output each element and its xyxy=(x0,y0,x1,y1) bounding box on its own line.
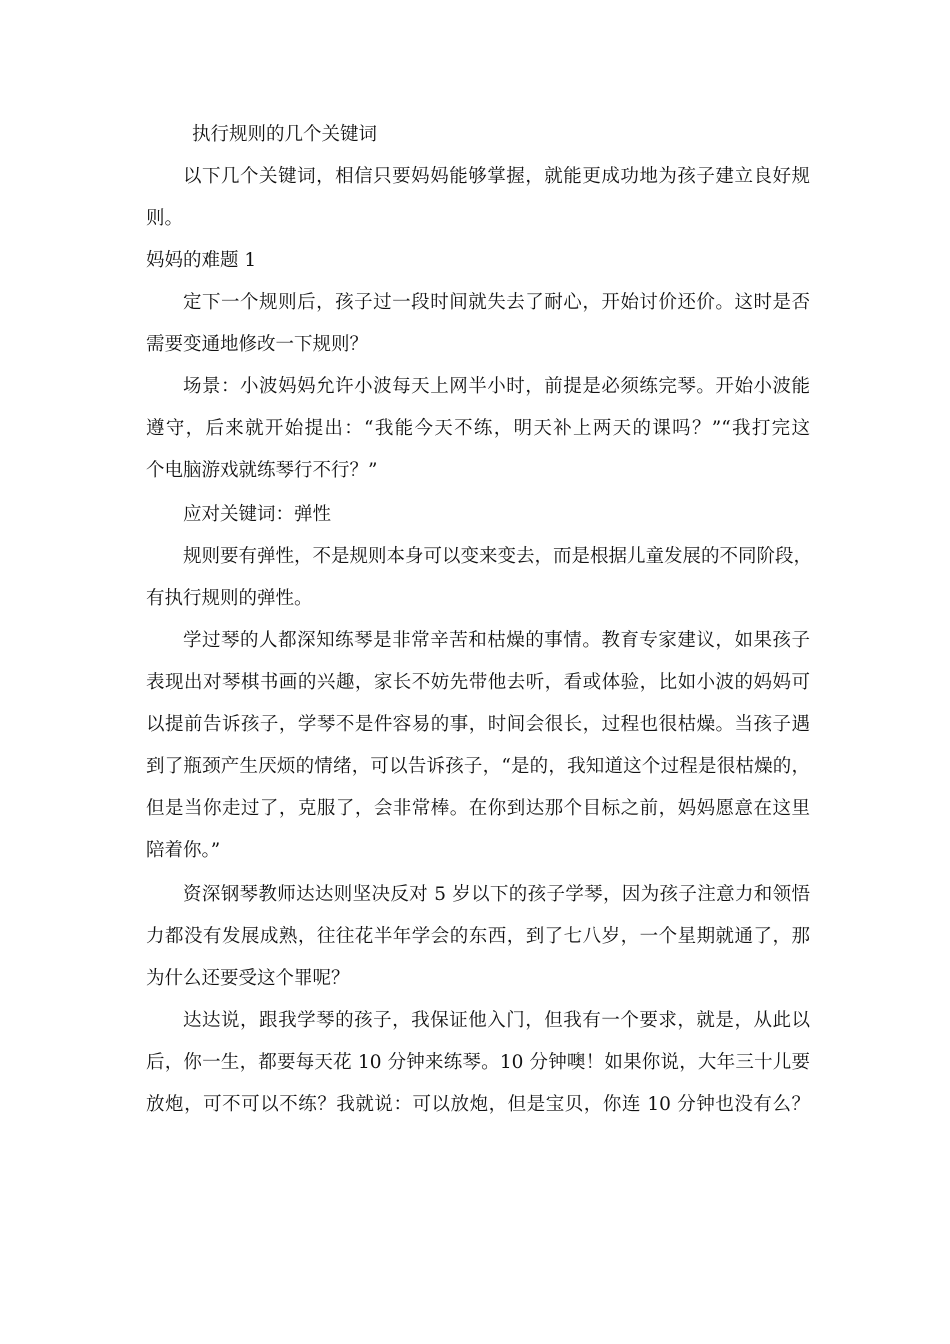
paragraph-line: 定下一个规则后，孩子过一段时间就失去了耐心，开始讨价还价。这时是否 xyxy=(183,292,810,313)
keyword-heading: 应对关键词：弹性 xyxy=(183,504,332,525)
paragraph-line: 需要变通地修改一下规则？ xyxy=(146,334,369,355)
paragraph-line: 为什么还要受这个罪呢？ xyxy=(146,968,350,989)
paragraph-line: 规则要有弹性，不是规则本身可以变来变去，而是根据儿童发展的不同阶段， xyxy=(183,546,813,567)
section-heading: 妈妈的难题 1 xyxy=(146,250,257,271)
paragraph-line: 放炮，可不可以不练？我就说：可以放炮，但是宝贝，你连 10 分钟也没有么？ xyxy=(146,1094,810,1115)
paragraph-line: 力都没有发展成熟，往往花半年学会的东西，到了七八岁，一个星期就通了，那 xyxy=(146,926,810,947)
paragraph-line: 则。 xyxy=(146,208,184,229)
paragraph-line: 个电脑游戏就练琴行不行？” xyxy=(146,460,378,481)
paragraph-line: 资深钢琴教师达达则坚决反对 5 岁以下的孩子学琴，因为孩子注意力和领悟 xyxy=(183,884,810,905)
paragraph-line: 表现出对琴棋书画的兴趣，家长不妨先带他去听，看或体验，比如小波的妈妈可 xyxy=(146,672,810,693)
paragraph-line: 陪着你。” xyxy=(146,840,221,861)
paragraph-line: 学过琴的人都深知练琴是非常辛苦和枯燥的事情。教育专家建议，如果孩子 xyxy=(183,630,810,651)
paragraph-line: 以下几个关键词，相信只要妈妈能够掌握，就能更成功地为孩子建立良好规 xyxy=(183,166,810,187)
paragraph-line: 到了瓶颈产生厌烦的情绪，可以告诉孩子，“是的，我知道这个过程是很枯燥的， xyxy=(146,756,810,777)
paragraph-line: 场景：小波妈妈允许小波每天上网半小时，前提是必须练完琴。开始小波能 xyxy=(183,376,810,397)
document-title: 执行规则的几个关键词 xyxy=(192,124,378,145)
paragraph-line: 遵守，后来就开始提出：“我能今天不练，明天补上两天的课吗？”“我打完这 xyxy=(146,418,810,439)
paragraph-line: 有执行规则的弹性。 xyxy=(146,588,313,609)
paragraph-line: 但是当你走过了，克服了，会非常棒。在你到达那个目标之前，妈妈愿意在这里 xyxy=(146,798,810,819)
paragraph-line: 后，你一生，都要每天花 10 分钟来练琴。10 分钟噢！如果你说，大年三十儿要 xyxy=(146,1052,810,1073)
paragraph-line: 以提前告诉孩子，学琴不是件容易的事，时间会很长，过程也很枯燥。当孩子遇 xyxy=(146,714,810,735)
paragraph-line: 达达说，跟我学琴的孩子，我保证他入门，但我有一个要求，就是，从此以 xyxy=(183,1010,810,1031)
